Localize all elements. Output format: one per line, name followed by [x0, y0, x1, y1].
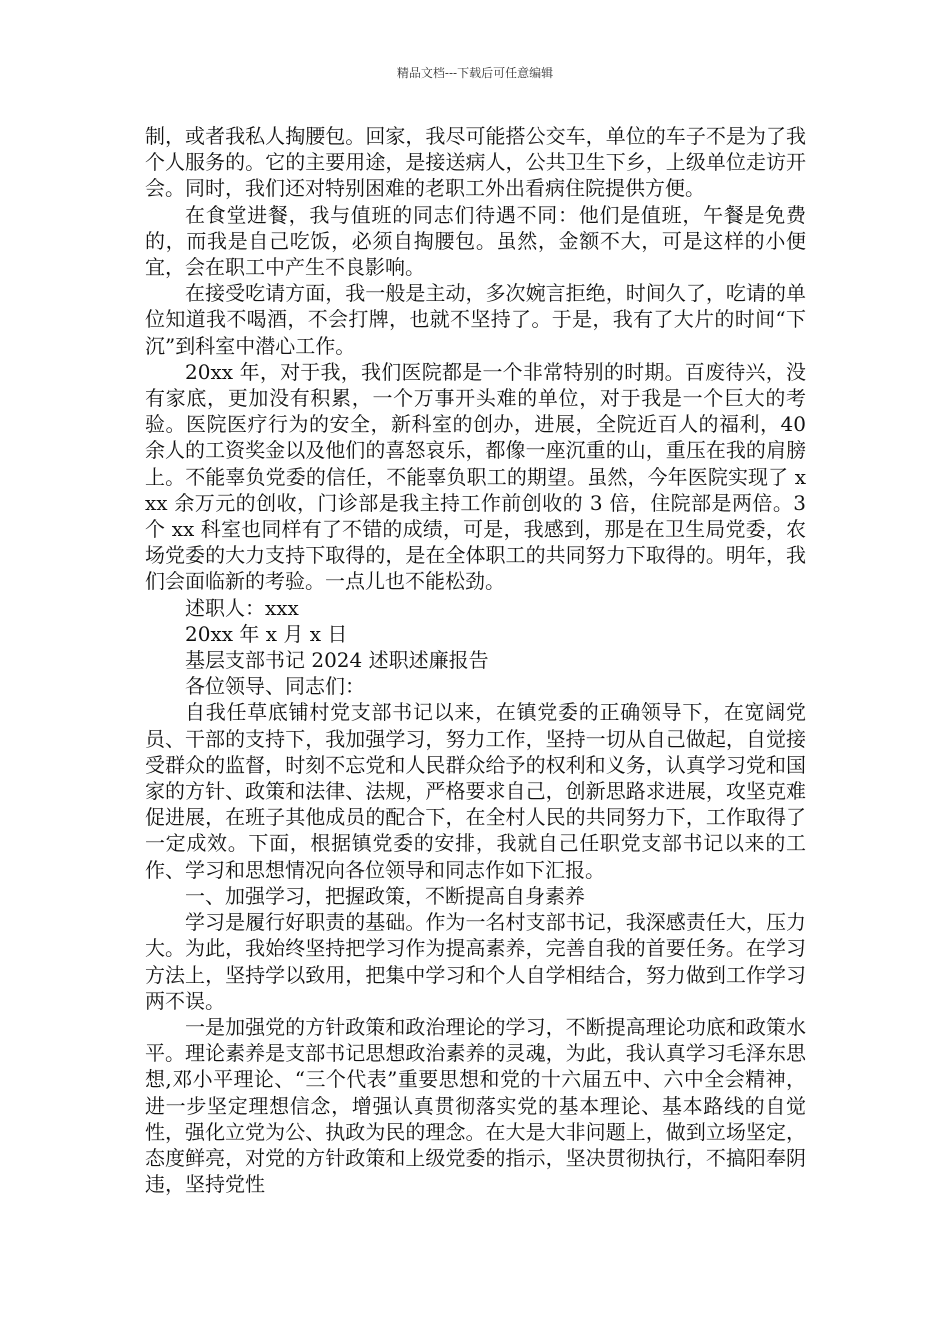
paragraph: 在食堂进餐，我与值班的同志们待遇不同：他们是值班，午餐是免费的，而我是自己吃饭，必须自掏腰包。虽然，金额不大，可是这样的小便宜，会在职工中产生不良影响。 [145, 202, 806, 280]
paragraph: 一、加强学习，把握政策，不断提高自身素养 [185, 883, 585, 908]
paragraph: 制，或者我私人掏腰包。回家，我尽可能搭公交车，单位的车子不是为了我个人服务的。它的主要用途，是接送病人，公共卫生下乡，上级单位走访开会。同时，我们还对特别困难的老职工外出看病住院提供方便。 [145, 124, 806, 201]
paragraph: 20xx 年，对于我，我们医院都是一个非常特别的时期。百废待兴，没有家底，更加没有积累，一个万事开头难的单位，对于我是一个巨大的考验。医院医疗行为的安全，新科室的创办，进展，全院近百人的福利，40 余人的工资奖金以及他们的喜怒哀乐，都像一座沉重的山，重压在我的肩膀上。不能辜负党委的信任，不能辜负职工的期望。虽然，今年医院实现了 xxx 余万元的创收，门诊部是我主持工作前创收的 3 倍，住院部是两倍。3 个 xx 科室也同样有了不错的成绩，可是，我感到，那是在卫生局党委，农场党委的大力支持下取得的，是在全体职工的共同努力下取得的。明年，我们会面临新的考验。一点儿也不能松劲。 [145, 359, 806, 594]
page-header: 精品文档---下载后可任意编辑 [396, 66, 554, 80]
paragraph: 自我任草底铺村党支部书记以来，在镇党委的正确领导下，在宽阔党员、干部的支持下，我加强学习，努力工作，坚持一切从自己做起，自觉接受群众的监督，时刻不忘党和人民群众给予的权利和义务，认真学习党和国家的方针、政策和法律、法规，严格要求自己，创新思路求进展，攻坚克难促进展，在班子其他成员的配合下，在全村人民的共同努力下，工作取得了一定成效。下面，根据镇党委的安排，我就自己任职党支部书记以来的工作、学习和思想情况向各位领导和同志作如下汇报。 [145, 700, 806, 882]
paragraph: 述职人：xxx [185, 595, 299, 620]
paragraph: 各位领导、同志们： [185, 674, 365, 699]
paragraph: 学习是履行好职责的基础。作为一名村支部书记，我深感责任大，压力大。为此，我始终坚持把学习作为提高素养，完善自我的首要任务。在学习方法上，坚持学以致用，把集中学习和个人自学相结合，努力做到工作学习两不误。 [145, 910, 806, 1013]
paragraph: 一是加强党的方针政策和政治理论的学习，不断提高理论功底和政策水平。理论素养是支部书记思想政治素养的灵魂，为此，我认真学习毛泽东思想,邓小平理论、“三个代表”重要思想和党的十六届五中、六中全会精神，进一步坚定理想信念，增强认真贯彻落实党的基本理论、基本路线的自觉性，强化立党为公、执政为民的理念。在大是大非问题上，做到立场坚定，态度鲜亮，对党的方针政策和上级党委的指示，坚决贯彻执行，不搞阳奉阴违，坚持党性 [145, 1014, 806, 1197]
document-body [145, 123, 806, 1197]
paragraph: 基层支部书记 2024 述职述廉报告 [185, 648, 489, 673]
paragraph: 20xx 年 x 月 x 日 [185, 621, 348, 646]
paragraph: 在接受吃请方面，我一般是主动，多次婉言拒绝，时间久了，吃请的单位知道我不喝酒，不会打牌，也就不坚持了。于是，我有了大片的时间“下沉”到科室中潜心工作。 [145, 281, 806, 358]
